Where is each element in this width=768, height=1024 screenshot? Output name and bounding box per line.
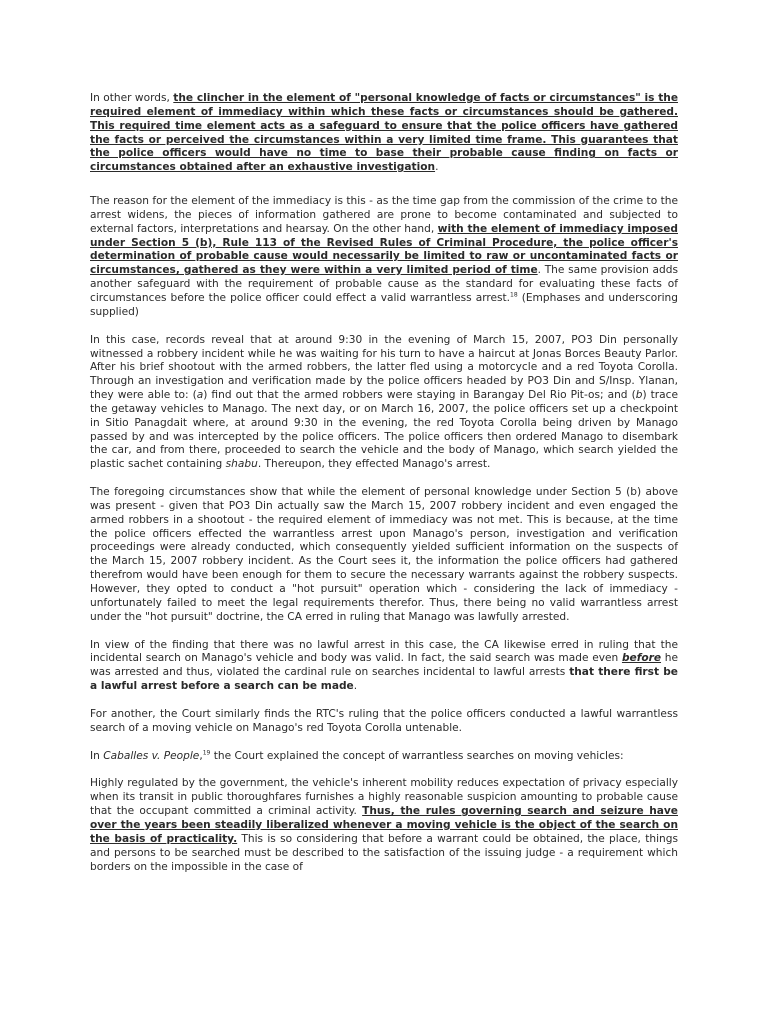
italic-text: a	[196, 389, 204, 402]
emphasized-text: Thus, the rules governing search and seizure have over the years been steadily liberalized whenever a moving vehicle is the object of the search on the basis of practicality.	[90, 805, 678, 845]
text: For another, the Court similarly finds the RTC's ruling that the police officers conducted a lawful warrantless search of a moving vehicle on Manago's red Toyota Corolla untenable.	[90, 707, 678, 734]
emphasized-text: the clincher in the element of "personal knowledge of facts or circumstances" is the required element of immediacy within which these facts or circumstances should be gathered. This required time element acts as a safeguard to ensure that the police officers have gathered the facts or perceived the circumstances within a very limited time frame. This guarantees that the police officers would have no time to base their probable cause finding on facts or circumstances obtained after an exhaustive investigation	[90, 92, 678, 174]
text: .	[353, 680, 358, 693]
text: In view of the finding that there was no lawful arrest in this case, the CA likewise erred in ruling that the incidental search on Manago's vehicle and body was valid. In fact, the said search was made even	[90, 638, 678, 665]
text: (Emphases and underscoring supplied)	[90, 291, 678, 318]
text: The foregoing circumstances show that while the element of personal knowledge under Section 5 (b) above was present - given that PO3 Din actually saw the March 15, 2007 robbery incident and even engaged the armed robbers in a shootout - the required element of immediacy was not met. This is because, at the time the police officers effected the warrantless arrest upon Manago's person, investigation and verification proceedings were already conducted, which consequently yielded sufficient information on the suspects of the March 15, 2007 robbery incident. As the Court sees it, the information the police officers had gathered therefrom would have been enough for them to secure the necessary warrants against the robbery suspects. However, they opted to conduct a "hot pursuit" operation which - considering the lack of immediacy - unfortunately failed to meet the legal requirements therefor. Thus, there being no valid warrantless arrest under the "hot pursuit" doctrine, the CA erred in ruling that Manago was lawfully arrested.	[90, 486, 678, 623]
paragraph-8	[90, 777, 678, 874]
text: . The same provision adds another safeguard with the requirement of probable cause as the standard for evaluating these facts of circumstances before the police officer could effect a valid warrantless arrest.	[90, 264, 678, 304]
italic-text: b	[635, 389, 643, 402]
text: In this case, records reveal that at around 9:30 in the evening of March 15, 2007, PO3 Din personally witnessed a robbery incident while he was waiting for his turn to have a haircut at Jonas Borces Beauty Parlor. After his brief shootout with the armed robbers, the latter fled using a motorcycle and a red Toyota Corolla. Through an investigation and verification made by the police officers headed by PO3 Din and S/Insp. Ylanan, they were able to: (	[90, 333, 678, 402]
text: ) find out that the armed robbers were staying in Barangay Del Rio Pit-os; and (	[203, 389, 636, 402]
italic-text: shabu	[225, 458, 258, 471]
text: ) trace the getaway vehicles to Manago. The next day, or on March 16, 2007, the police officers set up a checkpoint in Sitio Panagdait where, at around 9:30 in the evening, the red Toyota Corolla being driven by Manago passed by and was intercepted by the police officers. The police officers then ordered Manago to disembark the car, and from there, proceeded to search the vehicle and the body of Manago, which search yielded the plastic sachet containing	[90, 389, 678, 471]
text: ,	[199, 749, 203, 762]
paragraph-4	[90, 486, 678, 624]
text: .	[435, 161, 439, 174]
text: Highly regulated by the government, the vehicle's inherent mobility reduces expectation of privacy especially when its transit in public thoroughfares furnishes a highly reasonable suspicion amounting to probable cause that the occupant committed a criminal activity.	[90, 777, 678, 818]
case-citation: Caballes v. People	[103, 749, 200, 762]
text: The reason for the element of the immediacy is this - as the time gap from the commission of the crime to the arrest widens, the pieces of information gathered are prone to become contaminated and subjected to external factors, interpretations and hearsay. On the other hand,	[90, 195, 678, 235]
text: the Court explained the concept of warrantless searches on moving vehicles:	[210, 749, 624, 762]
bold-text: that there first be a lawful arrest before a search can be made	[90, 666, 678, 693]
emphasized-text: with the element of immediacy imposed under Section 5 (b), Rule 113 of the Revised Rules of Criminal Procedure, the police officer's determination of probable cause would necessarily be limited to raw or uncontaminated facts or circumstances, gathered as they were within a very limited period of time	[90, 222, 678, 277]
footnote-ref: 18	[510, 291, 518, 299]
paragraph-1	[90, 92, 678, 175]
footnote-ref: 19	[202, 749, 211, 757]
paragraph-7	[90, 750, 678, 764]
paragraph-6	[90, 708, 678, 736]
text: . Thereupon, they effected Manago's arrest.	[257, 458, 491, 471]
text: he was arrested and thus, violated the cardinal rule on searches incidental to lawful arrests	[90, 652, 678, 679]
text: In	[90, 749, 104, 762]
emphasized-text: before	[621, 652, 662, 665]
text: This is so considering that before a warrant could be obtained, the place, things and persons to be searched must be described to the satisfaction of the issuing judge - a requirement which borders on the impossible in the case of	[90, 832, 678, 873]
paragraph-3	[90, 334, 678, 472]
text: In other words,	[90, 92, 174, 104]
paragraph-5	[90, 639, 678, 694]
paragraph-2	[90, 195, 678, 320]
